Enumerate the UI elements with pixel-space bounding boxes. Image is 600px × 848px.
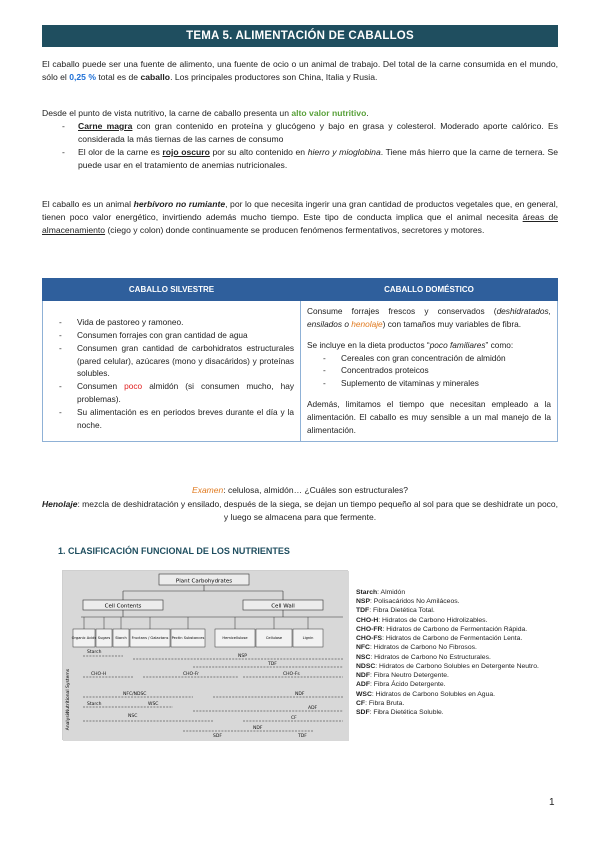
domestic-time: Además, limitamos el tiempo que necesitan empleado a la alimentación. El caballo es muy sensible a un mal manejo de la alimentación. [307,399,551,435]
legend-key: NDSC [356,662,376,670]
column-header-wild: CABALLO SILVESTRE [43,279,301,301]
list-item [62,120,558,146]
list-text: por su alto contenido en [209,146,308,157]
nutrition-list [62,120,558,172]
label-cho-h: CHO-H [91,672,107,677]
legend-row [356,634,539,643]
legend-row [356,671,539,680]
legend-value: : Fibra Neutro Detergente. [369,672,449,680]
exam-label: Examen [192,485,224,495]
storage-areas: áreas de almacenamiento [42,211,558,235]
henolaje-line [42,498,558,525]
domestic-products [307,339,551,352]
column-header-domestic: CABALLO DOMÉSTICO [301,279,558,301]
list-item: - Vida de pastoreo y ramoneo. [59,316,294,329]
legend-value: : Fibra Bruta. [365,699,405,707]
legend-value: : Fibra Dietética Soluble. [369,709,444,717]
label-ndf: NDF [295,692,305,697]
herbivore-text: El caballo es un animal [42,199,134,209]
list-item [59,380,294,406]
list-text: con gran contenido en proteína y glucógeno y bajo en grasa y colesterol. Moderado aporte calórico. Es considerada la más tiernas de las carnes de consumo [78,120,559,144]
list-item: - Cereales con gran concentración de almidón [323,352,551,365]
nutrition-paragraph [42,107,558,120]
legend-value: : Hidratos de Carbono de Fermentación Lenta. [382,635,523,643]
product-list [323,352,551,391]
legend-key: WSC [356,690,372,698]
legend-key: CHO-FR [356,625,383,633]
legend-value: : Hidratos de Carbono No Estructurales. [370,653,491,661]
exam-line [42,484,558,498]
nutrition-section [42,107,558,171]
box-label: Cellulose [265,636,283,640]
herbivore-paragraph [42,198,558,237]
little-highlight: poco [124,381,143,392]
label-nsc: NSC [128,714,138,719]
nutrition-text: . [366,108,369,118]
intro-text: total es de [96,71,141,82]
node-cell-wall-label: Cell Wall [271,603,295,610]
legend-row [356,625,539,634]
legend-value: : Hidratos de Carbono Hidrolizables. [378,616,488,624]
legend-key: NFC [356,644,370,652]
cell-text: Se incluye en la dieta productos “ [307,339,430,350]
page-title: TEMA 5. ALIMENTACIÓN DE CABALLOS [42,25,558,47]
label-adf: ADF [308,706,318,711]
label-cho-fs: CHO-Fs [283,672,300,677]
herbivore-key: herbívoro no rumiante [133,199,226,209]
box-label: Hemicellulose [222,636,248,640]
list-text: Consumen [77,381,125,392]
label-nsp: NSP [238,654,247,659]
legend-row [356,653,539,662]
legend-row [356,690,539,699]
list-item: - Consumen forrajes con gran cantidad de agua [59,329,294,342]
list-item: - Consumen gran cantidad de carbohidratos estructurales (pared celular), azúcares (mono y disacáridos) y proteínas solubles. [59,342,294,381]
intro-text: . Los principales productores son China, Italia y Rusia. [170,71,378,82]
legend-key: NSP [356,598,370,606]
box-label: Organic Acids [71,636,97,640]
box-label: Starch [115,636,127,640]
abbreviation-legend [356,588,539,717]
diagram-svg [63,571,349,741]
exam-note [42,484,558,525]
comparison-table [42,278,558,442]
cell-text: ” como: [485,339,514,350]
legend-row [356,708,539,717]
legend-value: : Polisacáridos No Amiláceos. [369,598,460,606]
legend-value: : Fibra Ácido Detergente. [369,681,446,689]
label-cf: CF [291,716,297,721]
wild-cell [43,301,301,442]
box-label: Lignin [302,636,314,640]
legend-row [356,616,539,625]
henolaje-text: : mezcla de deshidratación y ensilado, después de la siega, se dejan un tiempo pequeño al sol para que se deshidrate un poco, y luego se almacena para que fermente. [77,498,559,523]
henolaje-label: Henolaje [42,498,78,509]
nutrition-text: Desde el punto de vista nutritivo, la carne de caballo presenta un [42,108,292,118]
list-item: - Suplemento de vitaminas y minerales [323,377,551,390]
box-label: Fructans / Galactans [131,636,169,640]
side-label-analysis: Analysis [66,711,71,731]
cell-text: Consume forrajes frescos y conservados ( [307,306,497,316]
legend-key: NSC [356,653,371,661]
henolaje-highlight: henolaje [351,318,383,329]
caballo-bold: caballo [140,71,171,82]
herbivore-text: , por lo que necesita ingerir una gran cantidad de productos vegetales que, en general, tienen poco valor energético, invirtiendo además mucho tiempo. Este tipo de conducta implica que el animal necesita [42,199,558,222]
legend-key: CHO-H [356,616,379,624]
label-starch: Starch [87,650,102,655]
list-item: - Su alimentación es en periodos breves durante el día y la noche. [59,406,294,432]
list-item [62,146,558,172]
label-cho-fr: CHO-Fr [183,672,199,677]
section-heading: 1. CLASIFICACIÓN FUNCIONAL DE LOS NUTRIENTES [58,546,290,556]
legend-value: : Fibra Dietética Total. [369,607,435,615]
exam-text: : celulosa, almidón… ¿Cuáles son estructurales? [223,485,408,495]
legend-row [356,643,539,652]
box-label: Sugars [97,636,111,640]
list-text: almidón (si consumen mucho, hay problemas). [77,381,294,405]
herbivore-text: (ciego y colon) donde continuamente se producen fenómenos fermentativos, secretores y motores. [105,224,485,235]
legend-key: ADF [356,681,370,689]
legend-row [356,662,539,671]
node-root-label: Plant Carbohydrates [175,578,233,585]
page-number: 1 [549,797,555,808]
label-starch-2: Starch [87,702,102,707]
legend-key: SDF [356,709,370,717]
legend-key: CHO-FS [356,635,383,643]
lean-meat-key: Carne magra [78,120,133,131]
list-item: - Concentrados proteicos [323,364,551,377]
legend-key: TDF [356,607,370,615]
legend-row [356,699,539,708]
label-wsc: WSC [148,702,159,707]
legend-row [356,680,539,689]
list-text: . Tiene más hierro que la carne de ternera. Se puede usar en el tratamiento de anemias nutricionales. [78,146,558,170]
label-sdf: SDF [213,734,222,739]
label-nfc-ndsc: NFC/NDSC [123,692,147,697]
label-ndf-2: NDF [253,726,263,731]
cell-italic: poco familiares [429,339,486,350]
legend-row [356,588,539,597]
label-tdf: TDF [268,662,277,667]
cell-text: ) con tamaños muy variables de fibra. [382,318,522,329]
intro-paragraph [42,58,558,84]
list-text: El olor de la carne es [78,146,163,157]
dark-red-key: rojo oscuro [162,146,210,157]
iron-italic: hierro y mioglobina [307,146,381,157]
legend-value: : Hidratos de Carbono No Fibrosos. [369,644,477,652]
intro-text: El caballo puede ser una fuente de alimento, una fuente de ocio o un animal de trabajo. Del total de la carne consumida en el mundo, sólo el [42,59,558,82]
legend-value: : Almidón [377,589,406,596]
legend-key: NDF [356,672,370,680]
legend-row [356,606,539,615]
label-tdf-2: TDF [298,734,307,739]
legend-key: CF [356,699,366,707]
legend-key: Starch [356,589,378,596]
legend-value: : Hidratos de Carbono Solubles en Detergente Neutro. [375,662,539,670]
domestic-cell [301,301,558,442]
domestic-forage [307,305,551,331]
carbohydrate-diagram [62,570,348,740]
legend-value: : Hidratos de Carbono Solubles en Agua. [371,690,496,698]
nutritive-value-highlight: alto valor nutritivo [291,108,367,118]
node-cell-contents-label: Cell Contents [104,603,142,610]
box-label: Pectin Substances [171,636,205,640]
percentage-highlight: 0,25 % [69,71,96,82]
legend-value: : Hidratos de Carbono de Fermentación Rápida. [382,625,528,633]
cell-italic: deshidratados, ensilados o [307,306,551,329]
legend-row [356,597,539,606]
side-label-nutritional: Nutritional Systems [66,668,71,714]
